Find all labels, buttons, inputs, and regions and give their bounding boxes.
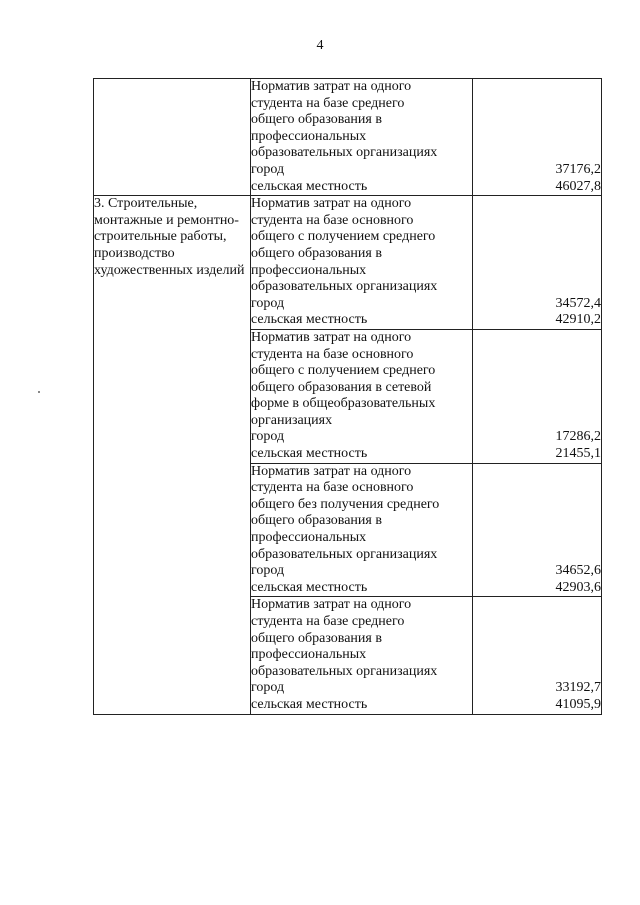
rural-value: 21455,1 [555,446,601,462]
norm-description-line: Норматив затрат на одного [251,597,412,613]
city-label: город [251,563,285,579]
rural-value: 42903,6 [555,579,601,595]
norm-description-line: образовательных организациях [251,663,438,679]
table-row [94,79,602,196]
rural-value: 41095,9 [555,696,601,712]
norm-description-cell [251,597,473,714]
norm-description-cell [251,79,473,196]
scan-artifact [38,391,40,393]
city-label: город [251,295,285,311]
norm-description-line: общего образования в [251,513,382,529]
city-label: город [251,161,285,177]
norm-description-line: профессиональных [251,128,367,144]
norm-value-cell [473,79,602,196]
norm-description-line: образовательных организациях [251,279,438,295]
rural-value: 42910,2 [555,312,601,328]
norm-description-line: Норматив затрат на одного [251,196,412,212]
norm-description-line: профессиональных [251,262,367,278]
norm-description-line: общего образования в [251,245,382,261]
norm-value-cell [473,196,602,330]
norm-value-cell [473,463,602,597]
norm-description-line: общего с получением среднего [251,363,436,379]
norm-description-line: общего без получения среднего [251,496,440,512]
rural-label: сельская местность [251,446,368,462]
norm-description-line: общего образования в сетевой [251,379,432,395]
norm-description-line: Норматив затрат на одного [251,463,412,479]
norm-description-line: студента на базе среднего [251,614,405,629]
norm-description-line: общего с получением среднего [251,229,436,245]
city-label: город [251,680,285,696]
norm-description-line: профессиональных [251,647,367,663]
profession-cell [94,79,251,196]
city-value: 34652,6 [555,563,601,579]
norm-description-line: форме в общеобразовательных [251,396,436,412]
norm-description-cell [251,329,473,463]
norm-value-cell [473,597,602,714]
norm-description-line: Норматив затрат на одного [251,329,412,345]
rural-label: сельская местность [251,696,368,712]
norm-description-line: студента на базе основного [251,212,414,228]
norm-description-line: Норматив затрат на одного [251,79,412,94]
table-row [94,196,602,330]
city-value: 37176,2 [555,161,601,177]
norm-description-line: общего образования в [251,630,382,646]
norm-description-cell [251,463,473,597]
city-label: город [251,429,285,445]
page-number: 4 [316,38,324,53]
norm-value-cell [473,329,602,463]
city-value: 17286,2 [555,429,601,445]
rural-label: сельская местность [251,579,368,595]
rural-label: сельская местность [251,178,368,194]
norm-description-line: студента на базе основного [251,480,414,496]
profession-cell: 3. Строительные, монтажные и ремонтно-строительные работы, производство художественных изделий [94,196,251,714]
cost-norms-table [93,78,602,715]
rural-value: 46027,8 [555,178,601,194]
city-value: 34572,4 [555,295,601,311]
norm-description-line: профессиональных [251,530,367,546]
norm-description-line: студента на базе среднего [251,95,405,111]
rural-label: сельская местность [251,312,368,328]
city-value: 33192,7 [555,680,601,696]
norm-description-line: организациях [251,412,333,428]
norm-description-cell [251,196,473,330]
norm-description-line: общего образования в [251,112,382,128]
norm-description-line: образовательных организациях [251,145,438,161]
norm-description-line: образовательных организациях [251,546,438,562]
norm-description-line: студента на базе основного [251,346,414,362]
